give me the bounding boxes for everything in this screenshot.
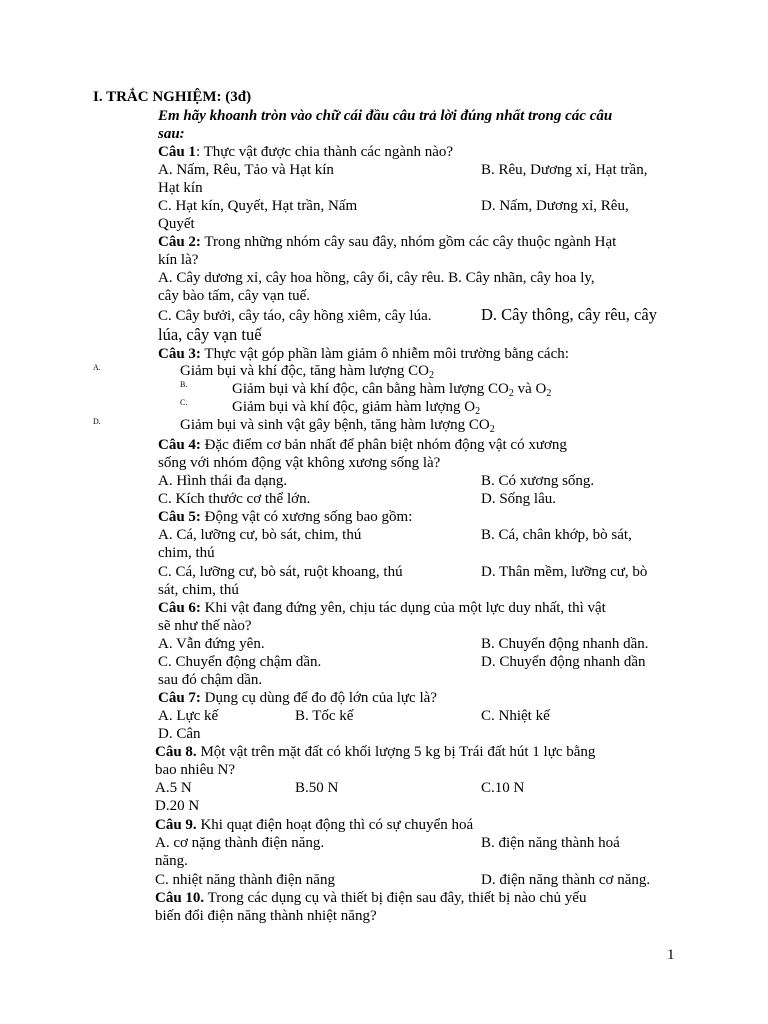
q8-option-d: D.20 N xyxy=(155,798,200,814)
question-9-label: Câu 9. xyxy=(155,817,197,833)
question-2-text-cont: kín là? xyxy=(158,252,199,268)
q4-option-d: D. Sống lâu. xyxy=(481,491,556,507)
question-2-text: Trong những nhóm cây sau đây, nhóm gồm các cây thuộc ngành Hạt xyxy=(200,234,617,250)
q5-option-a: A. Cá, lưỡng cư, bò sát, chim, thú xyxy=(158,527,362,543)
q3-option-a: Giảm bụi và khí độc, tăng hàm lượng $CO_2$ xyxy=(180,363,434,381)
q5-option-d: D. Thân mềm, lưỡng cư, bò xyxy=(481,564,648,580)
q7-option-a: A. Lực kế xyxy=(158,708,219,724)
q3-option-b: Giảm bụi và khí độc, cân bằng hàm lượng $CO_2$ và $O_2$ xyxy=(232,381,552,399)
question-8-text: Một vật trên mặt đất có khối lượng 5 kg bị Trái đất hút 1 lực bằng xyxy=(196,744,596,760)
question-4-text: Đặc điểm cơ bản nhất để phân biệt nhóm động vật có xương xyxy=(200,437,567,453)
question-8-text-cont: bao nhiêu N? xyxy=(155,762,235,778)
q3-option-c: Giảm bụi và khí độc, giảm hàm lượng $O_2$ xyxy=(232,399,481,417)
q4-option-b: B. Có xương sống. xyxy=(481,473,595,489)
q1-option-b-cont: Hạt kín xyxy=(158,180,203,196)
q7-option-b: B. Tốc kế xyxy=(295,708,354,724)
q2-option-d: D. Cây thông, cây rêu, cây xyxy=(481,305,657,324)
q2-option-ab: A. Cây dương xỉ, cây hoa hồng, cây ổi, cây rêu. B. Cây nhãn, cây hoa ly, xyxy=(158,270,595,286)
question-8 xyxy=(155,743,595,761)
q8-option-c: C.10 N xyxy=(481,780,525,796)
q6-option-d-cont: sau đó chậm dần. xyxy=(158,672,263,688)
question-5-text: Động vật có xương sống bao gồm: xyxy=(200,509,413,525)
q5-option-c: C. Cá, lưỡng cư, bò sát, ruột khoang, thú xyxy=(158,564,403,580)
q3-marker-a: A. xyxy=(93,363,101,372)
question-5-label: Câu 5: xyxy=(158,509,201,525)
question-9-text: Khi quạt điện hoạt động thì có sự chuyển hoá xyxy=(196,817,474,833)
q1-option-d-cont: Quyết xyxy=(158,216,195,232)
q2-option-c: C. Cây bưởi, cây táo, cây hồng xiêm, cây lúa. xyxy=(158,308,432,324)
question-6-text: Khi vật đang đứng yên, chịu tác dụng của một lực duy nhất, thì vật xyxy=(200,600,606,616)
question-9 xyxy=(155,816,473,834)
question-10 xyxy=(155,889,586,907)
question-3-label: Câu 3: xyxy=(158,346,201,362)
question-6-text-cont: sẽ như thế nào? xyxy=(158,618,252,634)
instruction-line-1: Em hãy khoanh tròn vào chữ cái đầu câu trả lời đúng nhất trong các câu xyxy=(158,108,613,124)
question-10-text: Trong các dụng cụ và thiết bị điện sau đây, thiết bị nào chủ yếu xyxy=(204,890,587,906)
question-4-label: Câu 4: xyxy=(158,437,201,453)
q1-option-a: A. Nấm, Rêu, Tảo và Hạt kín xyxy=(158,162,334,178)
q3-marker-c: C. xyxy=(180,398,188,407)
question-7 xyxy=(158,689,437,707)
q1-option-c: C. Hạt kín, Quyết, Hạt trần, Nấm xyxy=(158,198,358,214)
q1-option-d: D. Nấm, Dương xỉ, Rêu, xyxy=(481,198,629,214)
q5-option-d-cont: sát, chim, thú xyxy=(158,582,239,598)
q2-option-d-cont: lúa, cây vạn tuế xyxy=(158,325,262,344)
question-3-text: Thực vật góp phần làm giảm ô nhiễm môi trường bằng cách: xyxy=(200,346,569,362)
q4-option-c: C. Kích thước cơ thể lớn. xyxy=(158,491,311,507)
q8-option-a: A.5 N xyxy=(155,780,192,796)
question-6 xyxy=(158,599,606,617)
question-1 xyxy=(158,143,453,161)
q3-marker-d: D. xyxy=(93,417,101,426)
q8-option-b: B.50 N xyxy=(295,780,339,796)
q9-option-b-cont: năng. xyxy=(155,853,188,869)
q9-option-c: C. nhiệt năng thành điện năng xyxy=(155,872,335,888)
q7-option-d: D. Cân xyxy=(158,726,201,742)
question-1-label: Câu 1 xyxy=(158,144,196,160)
question-2 xyxy=(158,233,616,251)
instruction-line-2: sau: xyxy=(158,126,185,142)
question-4-text-cont: sống với nhóm động vật không xương sống là? xyxy=(158,455,441,471)
q1-option-b: B. Rêu, Dương xỉ, Hạt trần, xyxy=(481,162,648,178)
section-title: I. TRẮC NGHIỆM: (3đ) xyxy=(93,89,252,105)
question-5 xyxy=(158,508,412,526)
question-10-label: Câu 10. xyxy=(155,890,205,906)
q5-option-b: B. Cá, chân khớp, bò sát, xyxy=(481,527,632,543)
q9-option-d: D. điện năng thành cơ năng. xyxy=(481,872,651,888)
question-8-label: Câu 8. xyxy=(155,744,197,760)
question-2-label: Câu 2: xyxy=(158,234,201,250)
q7-option-c: C. Nhiệt kế xyxy=(481,708,550,724)
question-3 xyxy=(158,345,569,363)
q6-option-c: C. Chuyển động chậm dần. xyxy=(158,654,322,670)
question-7-label: Câu 7: xyxy=(158,690,201,706)
q9-option-b: B. điện năng thành hoá xyxy=(481,835,620,851)
page-number: 1 xyxy=(667,947,675,963)
question-7-text: Dụng cụ dùng để đo độ lớn của lực là? xyxy=(200,690,437,706)
q5-option-b-cont: chim, thú xyxy=(158,545,215,561)
q3-marker-b: B. xyxy=(180,380,188,389)
question-6-label: Câu 6: xyxy=(158,600,201,616)
q6-option-d: D. Chuyển động nhanh dần xyxy=(481,654,646,670)
question-4 xyxy=(158,436,567,454)
q6-option-b: B. Chuyển động nhanh dần. xyxy=(481,636,649,652)
q2-option-ab-cont: cây bào tấm, cây vạn tuế. xyxy=(158,288,311,304)
question-1-text: : Thực vật được chia thành các ngành nào? xyxy=(195,144,454,160)
q9-option-a: A. cơ nặng thành điện năng. xyxy=(155,835,325,851)
q4-option-a: A. Hình thái đa dạng. xyxy=(158,473,288,489)
question-10-text-cont: biến đổi điện năng thành nhiệt năng? xyxy=(155,908,377,924)
q6-option-a: A. Vẫn đứng yên. xyxy=(158,636,265,652)
q3-option-d: Giảm bụi và sinh vật gây bệnh, tăng hàm lượng $CO_2$ xyxy=(180,417,495,435)
